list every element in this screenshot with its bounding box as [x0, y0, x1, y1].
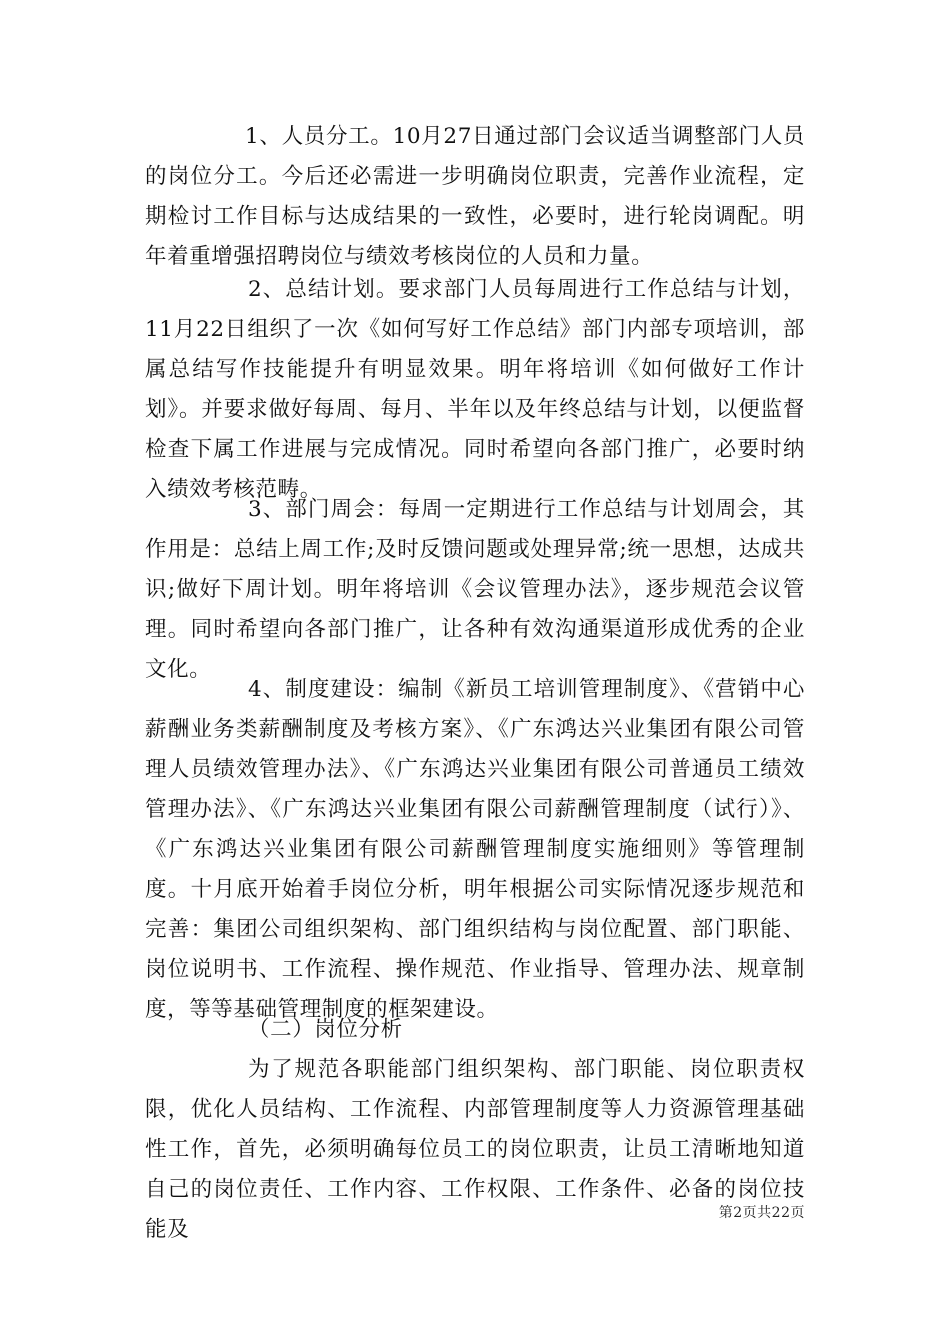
paragraph-system-building: 4、制度建设：编制《新员工培训管理制度》、《营销中心薪酬业务类薪酬制度及考核方案》、《广东鸿达兴业集团有限公司管理人员绩效管理办法》、《广东鸿达兴业集团有限公司普通员工绩效管理办法》、《广东鸿达兴业集团有限公司薪酬管理制度（试行）》、《广东鸿达兴业集团有限公司薪酬管理制度实施细则》等管理制度。十月底开始着手岗位分析，明年根据公司实际情况逐步规范和完善：集团公司组织架构、部门组织结构与岗位配置、部门职能、岗位说明书、工作流程、操作规范、作业指导、管理办法、规章制度，等等基础管理制度的框架建设。 [145, 677, 805, 1022]
paragraph-job-analysis: 为了规范各职能部门组织架构、部门职能、岗位职责权限，优化人员结构、工作流程、内部管理制度等人力资源管理基础性工作，首先，必须明确每位员工的岗位职责，让员工清晰地知道自己的岗位责任、工作内容、工作权限、工作条件、必备的岗位技能及 [145, 1057, 805, 1242]
paragraph-weekly-meeting: 3、部门周会：每周一定期进行工作总结与计划周会，其作用是：总结上周工作;及时反馈问题或处理异常;统一思想，达成共识;做好下周计划。明年将培训《会议管理办法》，逐步规范会议管理。同时希望向各部门推广，让各种有效沟通渠道形成优秀的企业文化。 [145, 497, 805, 682]
section-heading-job-analysis: （二）岗位分析 [248, 1017, 403, 1042]
paragraph-staffing: 1、人员分工。10月27日通过部门会议适当调整部门人员的岗位分工。今后还必需进一步明确岗位职责，完善作业流程，定期检讨工作目标与达成结果的一致性，必要时，进行轮岗调配。明年着重增强招聘岗位与绩效考核岗位的人员和力量。 [145, 124, 805, 269]
page-number-footer: 第2页共22页 [718, 1205, 805, 1221]
paragraph-summary-plan: 2、总结计划。要求部门人员每周进行工作总结与计划，11月22日组织了一次《如何写好工作总结》部门内部专项培训，部属总结写作技能提升有明显效果。明年将培训《如何做好工作计划》。并要求做好每周、每月、半年以及年终总结与计划，以便监督检查下属工作进展与完成情况。同时希望向各部门推广，必要时纳入绩效考核范畴。 [145, 277, 805, 502]
